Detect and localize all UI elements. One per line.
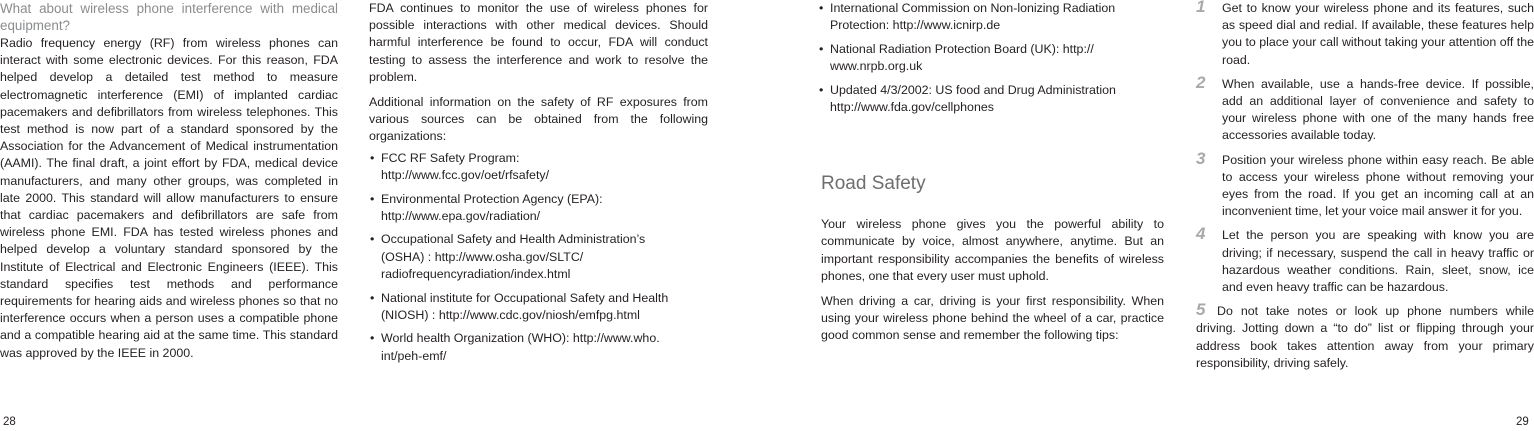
road-safety-paragraph-2: When driving a car, driving is your first responsibility. When using your wireless phone behind the wheel of a car, practice good common sense and remember the following tips:	[821, 294, 1164, 343]
list-item: • Occupational Safety and Health Administration’s (OSHA) : http://www.osha.gov/SLTC/ radiofrequencyradiation/index.html	[369, 231, 708, 283]
additional-info-paragraph: Additional information on the safety of RF exposures from various sources can be obtained from the following organizations:	[369, 95, 708, 144]
list-item: • National institute for Occupational Safety and Health (NIOSH) : http://www.cdc.gov/niosh/emfpg.html	[369, 290, 708, 324]
tips-list	[1196, 0, 1534, 372]
tip-text: Get to know your wireless phone and its features, such as speed dial and redial. If available, these features help you to place your call without taking your attention off the road.	[1222, 1, 1534, 67]
tip-number: 4	[1196, 224, 1206, 244]
column-4	[1196, 0, 1534, 379]
page-number-left: 28	[3, 416, 16, 428]
tip-number: 5	[1196, 300, 1206, 320]
list-item: • Updated 4/3/2002: US food and Drug Administration http://www.fda.gov/cellphones	[818, 82, 1164, 116]
list-item: • FCC RF Safety Program: http://www.fcc.gov/oet/rfsafety/	[369, 150, 708, 184]
organizations-list	[369, 150, 708, 365]
list-item	[1196, 148, 1534, 221]
list-item: • National Radiation Protection Board (UK): http:// www.nrpb.org.uk	[818, 41, 1164, 75]
list-item: • Environmental Protection Agency (EPA): http://www.epa.gov/radiation/	[369, 191, 708, 225]
column-3	[821, 0, 1164, 353]
column-1	[0, 0, 338, 370]
list-item	[1196, 300, 1534, 372]
list-item	[1196, 72, 1534, 145]
emi-paragraph: Radio frequency energy (RF) from wireless phones can interact with some electronic devices. For this reason, FDA helped develop a detailed test method to measure electromagnetic interference (EMI) of implanted cardiac pacemakers and defibrillators from wireless telephones. This test method is now part of a standard sponsored by the Association for the Advancement of Medical instrumentation (AAMI). The final draft, a joint effort by FDA, medical device manufacturers, and many other groups, was completed in late 2000. This standard will allow manufacturers to ensure that cardiac pacemakers and defibrillators are safe from wireless phone EMI. FDA has tested wireless phones and helped develop a voluntary standard sponsored by the Institute of Electrical and Electronic Engineers (IEEE). This standard specifies test methods and performance requirements for hearing aids and wireless phones so that no interference occurs when a person uses a compatible phone and a compatible hearing aid at the same time. This standard was approved by the IEEE in 2000.	[0, 36, 338, 360]
list-item: • World health Organization (WHO): http://www.who. int/peh-emf/	[369, 330, 708, 364]
list-item	[1196, 0, 1534, 69]
question-heading: What about wireless phone interference with medical equipment?	[0, 1, 338, 33]
column-2	[369, 0, 708, 371]
tip-text: When available, use a hands-free device. If possible, add an additional layer of convenience and safety to your wireless phone with one of the many hands free accessories available today.	[1222, 76, 1534, 143]
fda-monitor-paragraph: FDA continues to monitor the use of wireless phones for possible interactions with other medical devices. Should harmful interference be found to occur, FDA will conduct testing to assess the interference and work to resolve the problem.	[369, 1, 708, 84]
section-title: Road Safety	[821, 173, 926, 195]
tip-text: Let the person you are speaking with know you are driving; if necessary, suspend the call in heavy traffic or hazardous weather conditions. Rain, sleet, snow, ice and even heavy traffic can be hazardous.	[1222, 228, 1534, 295]
tip-number: 2	[1196, 72, 1206, 92]
tip-number: 3	[1196, 148, 1206, 168]
tip-number: 1	[1196, 0, 1206, 16]
list-item: • International Commission on Non-lonizing Radiation Protection: http://www.icnirp.de	[818, 0, 1164, 34]
tip-text: Do not take notes or look up phone numbers while driving. Jotting down a “to do” list or flipping through your address book takes attention away from your primary responsibility, driving safely.	[1196, 304, 1534, 370]
road-safety-paragraph-1: Your wireless phone gives you the powerful ability to communicate by voice, almost anywhere, anytime. But an important responsibility accompanies the benefits of wireless phones, one that every user must uphold.	[821, 217, 1164, 283]
tip-text: Position your wireless phone within easy reach. Be able to access your wireless phone without removing your eyes from the road. If you get an incoming call at an inconvenient time, let your voice mail answer it for you.	[1222, 152, 1534, 219]
list-item	[1196, 224, 1534, 296]
page-number-right: 29	[1516, 416, 1529, 428]
organizations-list-continued	[818, 0, 1164, 116]
